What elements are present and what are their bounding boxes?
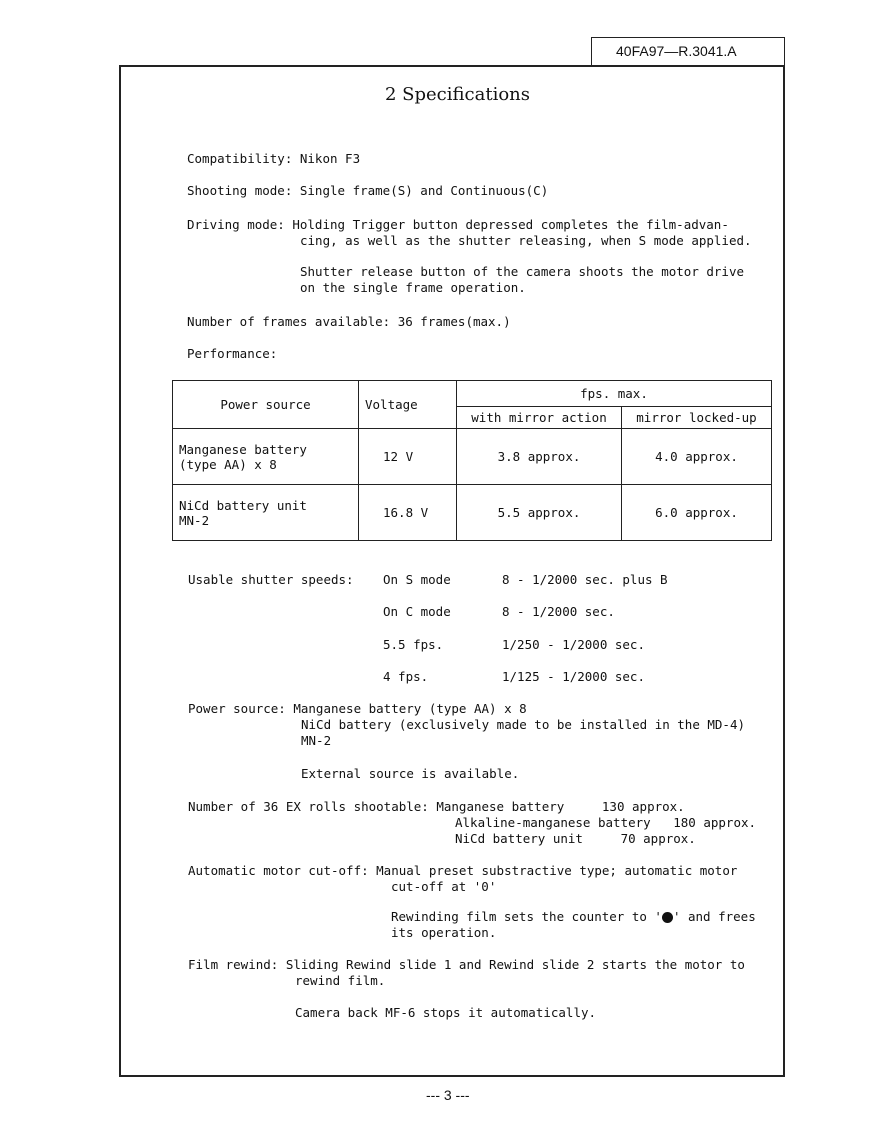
- row2-mirror-locked: 6.0 approx.: [622, 485, 772, 541]
- shutter-mode-1: On S mode: [383, 572, 451, 587]
- shutter-value-2: 8 - 1/2000 sec.: [502, 604, 615, 619]
- row2-mirror-action: 5.5 approx.: [457, 485, 622, 541]
- document-id: 40FA97—R.3041.A: [591, 37, 785, 65]
- row2-voltage: 16.8 V: [359, 485, 457, 541]
- header-voltage: Voltage: [359, 381, 457, 429]
- header-power-source: Power source: [173, 381, 359, 429]
- table-row: [173, 429, 772, 485]
- shutter-label: Usable shutter speeds:: [188, 572, 354, 587]
- table-row: [173, 485, 772, 541]
- counter-dot-icon: [662, 912, 673, 923]
- cutoff-line-3: [391, 908, 756, 925]
- cutoff-line-3a: Rewinding film sets the counter to ': [391, 909, 662, 924]
- shutter-value-3: 1/250 - 1/2000 sec.: [502, 637, 645, 652]
- row1-power-line-a: Manganese battery: [179, 441, 307, 457]
- cutoff-line-3b: ' and frees: [672, 909, 756, 924]
- performance-table: [172, 380, 772, 541]
- header-mirror-action: with mirror action: [457, 407, 622, 429]
- rewind-line-3: Camera back MF-6 stops it automatically.: [295, 1005, 597, 1020]
- header-fps: fps. max.: [457, 381, 772, 407]
- driving-mode-line-4: on the single frame operation.: [300, 280, 526, 295]
- rolls-line-2: Alkaline-manganese battery 180 approx.: [455, 815, 757, 830]
- row1-mirror-action: 3.8 approx.: [457, 429, 622, 485]
- power-line-1: Power source: Manganese battery (type AA) x 8: [188, 701, 527, 716]
- performance-label: Performance:: [187, 346, 278, 361]
- shutter-mode-2: On C mode: [383, 604, 451, 619]
- frames-line: Number of frames available: 36 frames(max.): [187, 314, 511, 329]
- shutter-mode-4: 4 fps.: [383, 669, 429, 684]
- row1-mirror-locked: 4.0 approx.: [622, 429, 772, 485]
- row1-power-line-b: (type AA) x 8: [179, 456, 277, 472]
- row1-power-source: [173, 429, 359, 485]
- power-line-4: External source is available.: [301, 766, 520, 781]
- cutoff-line-4: its operation.: [391, 925, 497, 940]
- compatibility-line: Compatibility: Nikon F3: [187, 151, 361, 166]
- rolls-line-1: Number of 36 EX rolls shootable: Manganese battery 130 approx.: [188, 799, 685, 814]
- shooting-mode-line: Shooting mode: Single frame(S) and Continuous(C): [187, 183, 549, 198]
- power-line-3: MN-2: [301, 733, 332, 748]
- rewind-line-2: rewind film.: [295, 973, 386, 988]
- rewind-line-1: Film rewind: Sliding Rewind slide 1 and Rewind slide 2 starts the motor to: [188, 957, 745, 972]
- driving-mode-line-1: Driving mode: Holding Trigger button depressed completes the film-advan-: [187, 217, 729, 232]
- shutter-value-4: 1/125 - 1/2000 sec.: [502, 669, 645, 684]
- cutoff-line-1: Automatic motor cut-off: Manual preset substractive type; automatic motor: [188, 863, 738, 878]
- row2-power-line-b: MN-2: [179, 512, 210, 528]
- row1-voltage: 12 V: [359, 429, 457, 485]
- driving-mode-line-2: cing, as well as the shutter releasing, when S mode applied.: [300, 233, 752, 248]
- page-title: 2 Specifications: [385, 84, 530, 105]
- rolls-line-3: NiCd battery unit 70 approx.: [455, 831, 696, 846]
- row2-power-source: [173, 485, 359, 541]
- shutter-value-1: 8 - 1/2000 sec. plus B: [502, 572, 668, 587]
- shutter-mode-3: 5.5 fps.: [383, 637, 444, 652]
- header-mirror-locked: mirror locked-up: [622, 407, 772, 429]
- page-number: --- 3 ---: [426, 1087, 470, 1103]
- power-line-2: NiCd battery (exclusively made to be installed in the MD-4): [301, 717, 746, 732]
- cutoff-line-2: cut-off at '0': [391, 879, 497, 894]
- driving-mode-line-3: Shutter release button of the camera shoots the motor drive: [300, 264, 745, 279]
- row2-power-line-a: NiCd battery unit: [179, 497, 307, 513]
